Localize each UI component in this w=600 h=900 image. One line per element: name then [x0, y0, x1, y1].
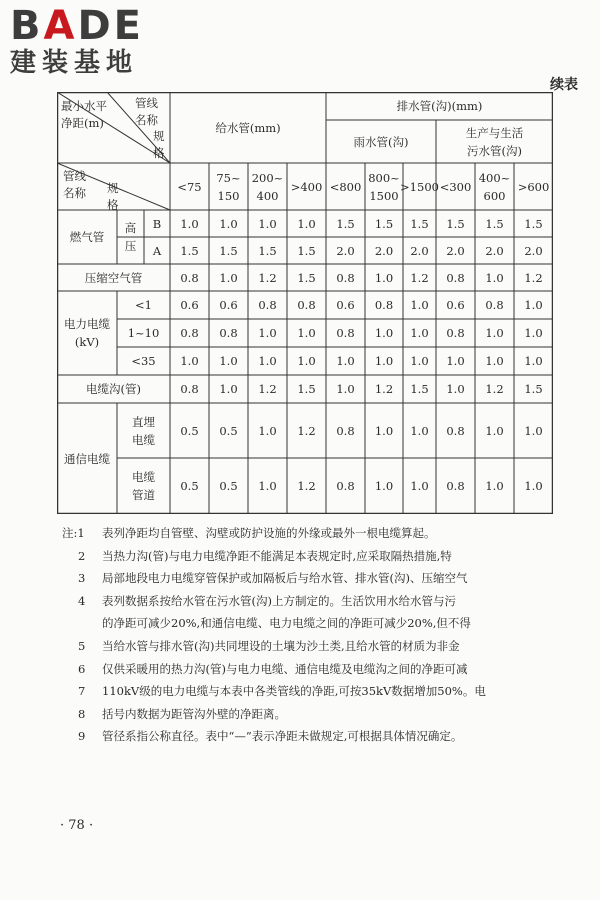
table-cell: 1.0 — [524, 354, 543, 368]
table-cell: 0.6 — [336, 298, 355, 312]
row-sublabel-lt35: <35 — [131, 354, 156, 368]
spec-header: >1500 — [400, 179, 439, 194]
table-cell: 1.2 — [258, 270, 277, 285]
table-cell: 1.0 — [258, 354, 277, 368]
table-cell: 0.8 — [446, 479, 465, 493]
table-cell: 1.2 — [297, 423, 316, 438]
table-cell: 1.0 — [336, 354, 355, 368]
table-cell: 1.0 — [524, 298, 543, 312]
spec-header: >400 — [290, 179, 323, 194]
table-cell: 1.2 — [410, 270, 429, 285]
table-cell: 1.2 — [297, 479, 316, 493]
table-cell: 1.0 — [374, 354, 394, 368]
table-cell: 1.2 — [524, 270, 543, 285]
row-sublabel-high-pressure: 高 压 — [124, 221, 137, 253]
table-cell: 1.5 — [410, 216, 429, 231]
table-cell: 1.2 — [485, 382, 504, 396]
table-cell: 1.0 — [485, 326, 504, 340]
table-cell: 1.0 — [258, 216, 277, 231]
table-cell: 0.8 — [180, 326, 199, 340]
table-cell: 0.5 — [180, 479, 199, 493]
header-drainage: 排水管(沟)(mm) — [396, 99, 483, 113]
table-cell: 1.0 — [410, 326, 429, 340]
table-cell: 1.2 — [258, 382, 277, 396]
header-sewage: 生产与生活 污水管(沟) — [465, 125, 524, 158]
table-cell: 2.0 — [446, 243, 465, 258]
table-cell: 2.0 — [410, 243, 429, 258]
note-item: 注:1 表列净距均自管壁、沟壁或防护设施的外缘或最外一根电缆算起。 — [62, 526, 436, 540]
table-cell: 1.0 — [297, 326, 316, 340]
table-cell: 1.5 — [180, 243, 199, 258]
table-cell: 0.5 — [219, 479, 238, 493]
table-cell: 0.8 — [336, 479, 355, 493]
table-cell: 1.5 — [336, 216, 355, 231]
table-cell: 1.0 — [410, 354, 429, 368]
table-cell: 1.0 — [410, 479, 429, 493]
continued-label: 续表 — [550, 77, 578, 93]
table-cell: 0.8 — [258, 298, 277, 312]
table-cell: 1.0 — [258, 423, 277, 438]
note-item: 6 仅供采暖用的热力沟(管)与电力电缆、通信电缆及电缆沟之间的净距可减 — [78, 661, 468, 676]
table-cell: 2.0 — [524, 243, 543, 258]
note-item: 3 局部地段电力电缆穿管保护或加隔板后与给水管、排水管(沟)、压缩空气 — [78, 571, 468, 586]
table-cell: 1.5 — [258, 243, 277, 258]
table-cell: 1.0 — [297, 354, 316, 368]
table-cell: 0.6 — [219, 298, 238, 312]
table-cell: 1.0 — [374, 423, 394, 438]
logo-wordmark: BADE — [10, 3, 144, 49]
table-cell: 0.8 — [446, 326, 465, 340]
row-label-telecom-cable: 通信电缆 — [64, 451, 110, 466]
table-cell: 1.5 — [485, 216, 504, 231]
table-cell: 1.0 — [258, 326, 277, 340]
table-cell: 1.5 — [297, 382, 316, 396]
corner-label-clearance: 最小水平 净距(m) — [61, 99, 107, 130]
notes-section — [62, 522, 562, 748]
table-cell: 1.5 — [446, 216, 465, 231]
table-cell: 1.0 — [485, 270, 504, 285]
table-cell: 1.2 — [374, 382, 394, 396]
table-cell: 1.0 — [297, 216, 316, 231]
table-cell: 2.0 — [336, 243, 355, 258]
table-cell: 1.0 — [219, 382, 238, 396]
corner-label-spec-lower: 规 格 — [107, 181, 119, 212]
spec-header: 75~ 150 — [216, 170, 241, 203]
row-sublabel-1-10: 1~10 — [127, 326, 160, 340]
table-cell: 1.0 — [524, 326, 543, 340]
table-cell: 1.0 — [219, 216, 238, 231]
table-cell: 1.5 — [374, 216, 394, 231]
table-cell: 0.8 — [374, 298, 394, 312]
table-cell: 2.0 — [374, 243, 394, 258]
table-cell: 1.0 — [336, 382, 355, 396]
table-cell: 1.0 — [219, 354, 238, 368]
table-cell: 0.8 — [485, 298, 504, 312]
spec-header: 800~ 1500 — [368, 170, 400, 203]
table-cell: 2.0 — [485, 243, 504, 258]
row-sublabel-duct: 电缆 管道 — [132, 470, 155, 502]
table-cell: 1.5 — [410, 382, 429, 396]
row-label-cable-trench: 电缆沟(管) — [86, 382, 141, 396]
table-cell: 1.0 — [410, 423, 429, 438]
table-cell: 1.5 — [524, 216, 543, 231]
page-number: · 78 · — [60, 818, 94, 833]
header-rain: 雨水管(沟) — [353, 134, 409, 149]
table-cell: 1.0 — [180, 216, 199, 231]
note-item: 2 当热力沟(管)与电力电缆净距不能满足本表规定时,应采取隔热措施,特 — [78, 548, 452, 563]
row-sublabel-direct-buried: 直埋 电缆 — [132, 414, 155, 447]
table-cell: 1.0 — [485, 354, 504, 368]
table-cell: 1.0 — [410, 298, 429, 312]
note-item: 9 管径系指公称直径。表中“—”表示净距未做规定,可根据具体情况确定。 — [78, 729, 463, 744]
table-cell: 1.0 — [485, 479, 504, 493]
note-item: 4 表列数据系按给水管在污水管(沟)上方制定的。生活饮用水给水管与污 — [78, 593, 456, 608]
row-label-power-cable: 电力电缆 (kV) — [64, 317, 110, 349]
table-cell: 0.8 — [336, 270, 355, 285]
table-cell: 0.6 — [180, 298, 199, 312]
corner-label-pipe-name: 管线 名称 — [135, 96, 158, 127]
table-cell: 0.5 — [180, 423, 199, 438]
table-cell: 0.8 — [336, 423, 355, 438]
table-cell: 0.8 — [336, 326, 355, 340]
table-cell: 1.0 — [374, 479, 394, 493]
table-cell: 0.8 — [180, 270, 199, 285]
table-cell: 1.0 — [374, 270, 394, 285]
table-cell: 1.5 — [524, 382, 543, 396]
table-cell: 0.8 — [180, 382, 199, 396]
spec-header: 200~ 400 — [251, 170, 284, 203]
table-cell: 1.5 — [297, 270, 316, 285]
note-item: 8 括号内数据为距管沟外壁的净距离。 — [78, 706, 286, 721]
table-cell: 1.0 — [524, 479, 543, 493]
table-cell: 1.0 — [374, 326, 394, 340]
clearance-table — [57, 92, 553, 514]
row-sublabel-lt1: <1 — [135, 298, 152, 312]
spec-header: >600 — [517, 179, 550, 194]
row-label-compressed-air: 压缩空气管 — [84, 270, 143, 285]
row-sublabel-a: A — [152, 243, 162, 258]
table-cell: 1.0 — [446, 382, 465, 396]
note-item: 的净距可减少20%,和通信电缆、电力电缆之间的净距可减少20%,但不得 — [102, 616, 471, 631]
table-cell: 0.5 — [219, 423, 238, 438]
corner-label-spec: 规 格 — [153, 129, 165, 160]
corner-label-pipe-name-lower: 管线 名称 — [63, 169, 86, 200]
table-cell: 0.8 — [446, 270, 465, 285]
table-cell: 0.8 — [219, 326, 238, 340]
header-water-supply: 给水管(mm) — [215, 120, 281, 135]
logo-subtitle: 建装基地 — [10, 48, 139, 78]
row-label-gas: 燃气管 — [69, 230, 105, 244]
note-item: 7 110kV级的电力电缆与本表中各类管线的净距,可按35kV数据增加50%。电 — [78, 684, 486, 699]
table-cell: 1.0 — [258, 479, 277, 493]
table-cell: 0.6 — [446, 298, 465, 312]
table-cell: 1.5 — [219, 243, 238, 258]
table-cell: 1.0 — [485, 423, 504, 438]
spec-header: <800 — [329, 179, 362, 194]
note-item: 5 当给水管与排水管(沟)共同埋设的土壤为沙土类,且给水管的材质为非金 — [78, 638, 460, 653]
table-cell: 1.0 — [524, 423, 543, 438]
table-cell: 1.0 — [446, 354, 465, 368]
table-cell: 0.8 — [446, 423, 465, 438]
bade-logo — [10, 3, 180, 78]
table-cell: 1.0 — [180, 354, 199, 368]
table-cell: 1.5 — [297, 243, 316, 258]
spec-header: <300 — [439, 179, 472, 194]
table-cell: 0.8 — [297, 298, 316, 312]
spec-header: <75 — [177, 179, 202, 194]
row-sublabel-b: B — [152, 216, 162, 231]
table-cell: 1.0 — [219, 270, 238, 285]
spec-header: 400~ 600 — [478, 170, 511, 203]
